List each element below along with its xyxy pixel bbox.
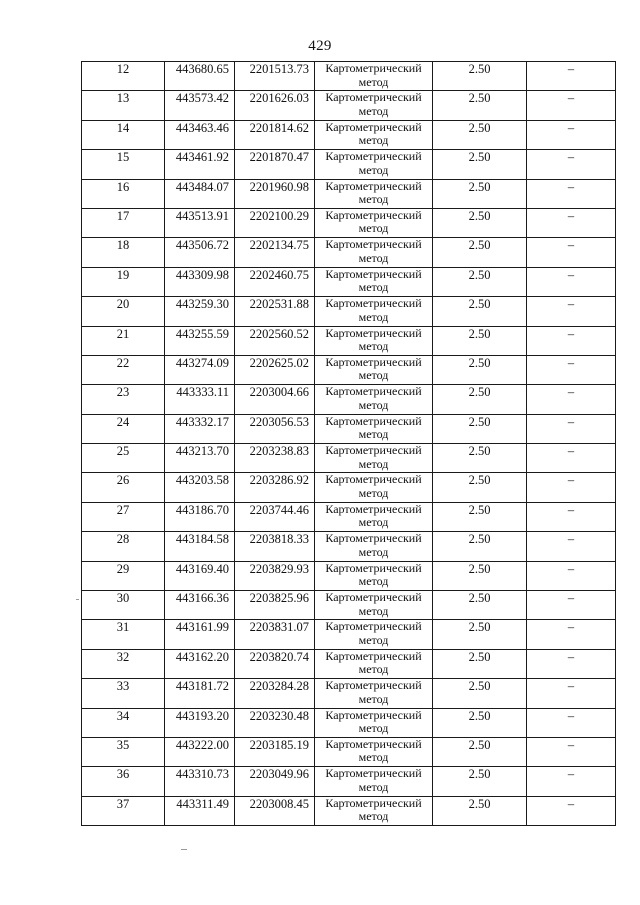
table-row [82,297,616,326]
point-number-cell: 17 [82,208,165,237]
method-cell: Картометрический метод [315,532,433,561]
point-number-cell: 21 [82,326,165,355]
y-coordinate-cell: 2203008.45 [235,796,315,825]
x-coordinate-cell: 443203.58 [165,473,235,502]
accuracy-cell: 2.50 [433,708,527,737]
accuracy-cell: 2.50 [433,385,527,414]
accuracy-cell: 2.50 [433,737,527,766]
point-number-cell: 33 [82,679,165,708]
accuracy-cell: 2.50 [433,620,527,649]
point-number-cell: 12 [82,62,165,91]
x-coordinate-cell: 443333.11 [165,385,235,414]
accuracy-cell: 2.50 [433,679,527,708]
x-coordinate-cell: 443161.99 [165,620,235,649]
x-coordinate-cell: 443506.72 [165,238,235,267]
description-cell: – [527,649,616,678]
x-coordinate-cell: 443186.70 [165,502,235,531]
accuracy-cell: 2.50 [433,120,527,149]
accuracy-cell: 2.50 [433,532,527,561]
accuracy-cell: 2.50 [433,208,527,237]
point-number-cell: 35 [82,737,165,766]
accuracy-cell: 2.50 [433,796,527,825]
method-cell: Картометрический метод [315,737,433,766]
method-cell: Картометрический метод [315,591,433,620]
description-cell: – [527,767,616,796]
point-number-cell: 23 [82,385,165,414]
description-cell: – [527,385,616,414]
method-cell: Картометрический метод [315,326,433,355]
y-coordinate-cell: 2203238.83 [235,444,315,473]
description-cell: – [527,737,616,766]
accuracy-cell: 2.50 [433,91,527,120]
method-cell: Картометрический метод [315,297,433,326]
point-number-cell: 15 [82,150,165,179]
point-number-cell: 19 [82,267,165,296]
description-cell: – [527,326,616,355]
x-coordinate-cell: 443169.40 [165,561,235,590]
method-cell: Картометрический метод [315,120,433,149]
y-coordinate-cell: 2203004.66 [235,385,315,414]
table-row [82,267,616,296]
method-cell: Картометрический метод [315,620,433,649]
accuracy-cell: 2.50 [433,473,527,502]
coordinates-table-body [82,62,616,826]
y-coordinate-cell: 2203829.93 [235,561,315,590]
table-row [82,444,616,473]
x-coordinate-cell: 443573.42 [165,91,235,120]
table-row [82,591,616,620]
method-cell: Картометрический метод [315,238,433,267]
x-coordinate-cell: 443184.58 [165,532,235,561]
description-cell: – [527,473,616,502]
method-cell: Картометрический метод [315,208,433,237]
point-number-cell: 27 [82,502,165,531]
method-cell: Картометрический метод [315,708,433,737]
description-cell: – [527,62,616,91]
x-coordinate-cell: 443332.17 [165,414,235,443]
x-coordinate-cell: 443222.00 [165,737,235,766]
x-coordinate-cell: 443463.46 [165,120,235,149]
description-cell: – [527,679,616,708]
accuracy-cell: 2.50 [433,179,527,208]
method-cell: Картометрический метод [315,91,433,120]
accuracy-cell: 2.50 [433,238,527,267]
accuracy-cell: 2.50 [433,414,527,443]
y-coordinate-cell: 2203820.74 [235,649,315,678]
accuracy-cell: 2.50 [433,355,527,384]
y-coordinate-cell: 2203831.07 [235,620,315,649]
point-number-cell: 32 [82,649,165,678]
point-number-cell: 29 [82,561,165,590]
accuracy-cell: 2.50 [433,150,527,179]
table-row [82,796,616,825]
point-number-cell: 18 [82,238,165,267]
point-number-cell: 24 [82,414,165,443]
description-cell: – [527,502,616,531]
y-coordinate-cell: 2201870.47 [235,150,315,179]
method-cell: Картометрический метод [315,796,433,825]
method-cell: Картометрический метод [315,444,433,473]
x-coordinate-cell: 443181.72 [165,679,235,708]
accuracy-cell: 2.50 [433,591,527,620]
y-coordinate-cell: 2203744.46 [235,502,315,531]
table-row [82,620,616,649]
method-cell: Картометрический метод [315,767,433,796]
description-cell: – [527,561,616,590]
x-coordinate-cell: 443274.09 [165,355,235,384]
table-row [82,679,616,708]
table-row [82,355,616,384]
table-row [82,561,616,590]
accuracy-cell: 2.50 [433,767,527,796]
y-coordinate-cell: 2203825.96 [235,591,315,620]
x-coordinate-cell: 443311.49 [165,796,235,825]
table-row [82,767,616,796]
description-cell: – [527,91,616,120]
description-cell: – [527,120,616,149]
page-number: 429 [308,38,332,54]
table-row [82,150,616,179]
point-number-cell: 37 [82,796,165,825]
table-row [82,62,616,91]
method-cell: Картометрический метод [315,679,433,708]
description-cell: – [527,267,616,296]
x-coordinate-cell: 443680.65 [165,62,235,91]
description-cell: – [527,297,616,326]
y-coordinate-cell: 2203818.33 [235,532,315,561]
point-number-cell: 36 [82,767,165,796]
x-coordinate-cell: 443255.59 [165,326,235,355]
y-coordinate-cell: 2201960.98 [235,179,315,208]
y-coordinate-cell: 2202100.29 [235,208,315,237]
description-cell: – [527,179,616,208]
point-number-cell: 26 [82,473,165,502]
table-row [82,91,616,120]
table-row [82,238,616,267]
table-row [82,473,616,502]
y-coordinate-cell: 2203185.19 [235,737,315,766]
x-coordinate-cell: 443162.20 [165,649,235,678]
table-row [82,208,616,237]
table-row [82,649,616,678]
point-number-cell: 25 [82,444,165,473]
method-cell: Картометрический метод [315,561,433,590]
accuracy-cell: 2.50 [433,502,527,531]
x-coordinate-cell: 443461.92 [165,150,235,179]
y-coordinate-cell: 2203056.53 [235,414,315,443]
table-row [82,326,616,355]
coordinates-table [81,61,616,826]
method-cell: Картометрический метод [315,385,433,414]
accuracy-cell: 2.50 [433,649,527,678]
table-row [82,737,616,766]
method-cell: Картометрический метод [315,414,433,443]
method-cell: Картометрический метод [315,502,433,531]
table-row [82,385,616,414]
description-cell: – [527,150,616,179]
point-number-cell: 13 [82,91,165,120]
description-cell: – [527,414,616,443]
x-coordinate-cell: 443513.91 [165,208,235,237]
y-coordinate-cell: 2201513.73 [235,62,315,91]
table-row [82,414,616,443]
method-cell: Картометрический метод [315,649,433,678]
x-coordinate-cell: 443259.30 [165,297,235,326]
y-coordinate-cell: 2202625.02 [235,355,315,384]
description-cell: – [527,238,616,267]
y-coordinate-cell: 2203049.96 [235,767,315,796]
accuracy-cell: 2.50 [433,62,527,91]
x-coordinate-cell: 443166.36 [165,591,235,620]
y-coordinate-cell: 2203286.92 [235,473,315,502]
y-coordinate-cell: 2201626.03 [235,91,315,120]
table-row [82,179,616,208]
y-coordinate-cell: 2203230.48 [235,708,315,737]
accuracy-cell: 2.50 [433,326,527,355]
y-coordinate-cell: 2202134.75 [235,238,315,267]
point-number-cell: 14 [82,120,165,149]
description-cell: – [527,591,616,620]
y-coordinate-cell: 2202531.88 [235,297,315,326]
method-cell: Картометрический метод [315,473,433,502]
y-coordinate-cell: 2201814.62 [235,120,315,149]
accuracy-cell: 2.50 [433,444,527,473]
description-cell: – [527,444,616,473]
point-number-cell: 16 [82,179,165,208]
x-coordinate-cell: 443484.07 [165,179,235,208]
table-row [82,532,616,561]
point-number-cell: 34 [82,708,165,737]
y-coordinate-cell: 2202560.52 [235,326,315,355]
description-cell: – [527,532,616,561]
description-cell: – [527,796,616,825]
y-coordinate-cell: 2203284.28 [235,679,315,708]
point-number-cell: 22 [82,355,165,384]
scan-mark [181,849,187,850]
method-cell: Картометрический метод [315,150,433,179]
point-number-cell: 31 [82,620,165,649]
x-coordinate-cell: 443213.70 [165,444,235,473]
description-cell: – [527,208,616,237]
method-cell: Картометрический метод [315,267,433,296]
x-coordinate-cell: 443310.73 [165,767,235,796]
method-cell: Картометрический метод [315,62,433,91]
method-cell: Картометрический метод [315,179,433,208]
description-cell: – [527,708,616,737]
y-coordinate-cell: 2202460.75 [235,267,315,296]
point-number-cell: 28 [82,532,165,561]
x-coordinate-cell: 443193.20 [165,708,235,737]
description-cell: – [527,620,616,649]
table-row [82,502,616,531]
table-row [82,708,616,737]
description-cell: – [527,355,616,384]
table-row [82,120,616,149]
accuracy-cell: 2.50 [433,297,527,326]
accuracy-cell: 2.50 [433,561,527,590]
point-number-cell: 20 [82,297,165,326]
point-number-cell: 30 [82,591,165,620]
x-coordinate-cell: 443309.98 [165,267,235,296]
accuracy-cell: 2.50 [433,267,527,296]
method-cell: Картометрический метод [315,355,433,384]
scan-mark [76,599,79,600]
